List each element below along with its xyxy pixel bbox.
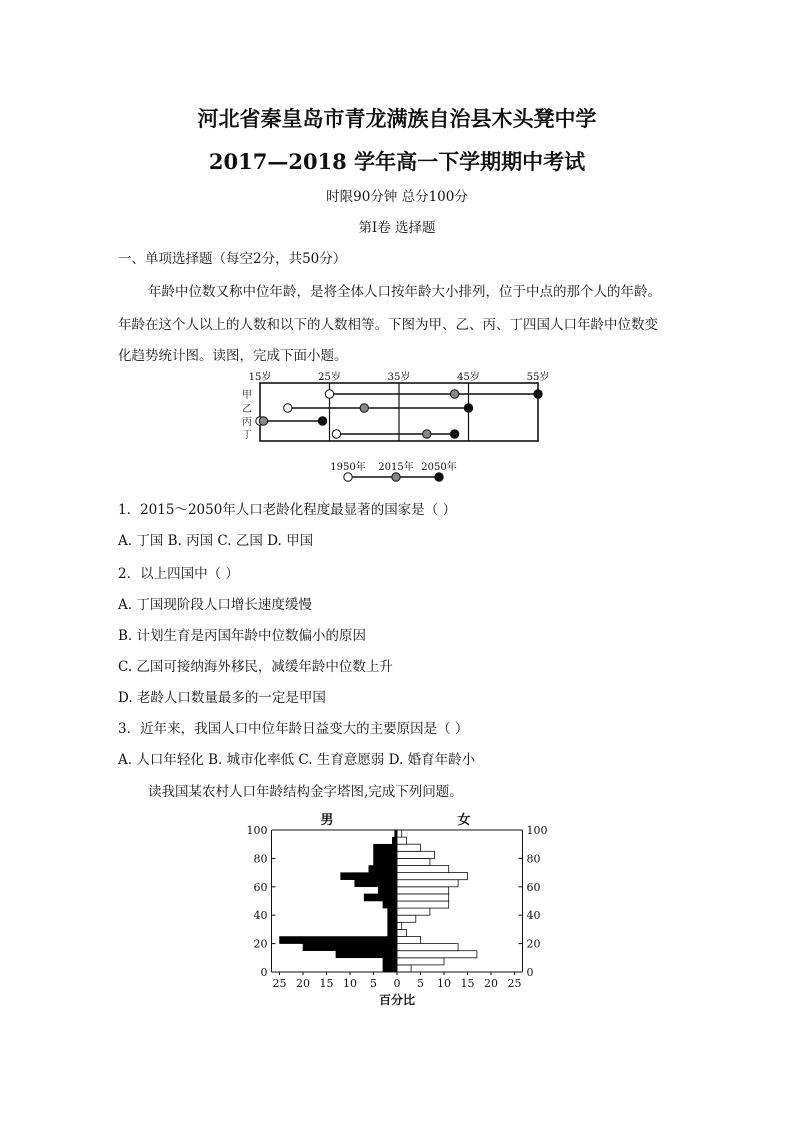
pyramid-x-tick-label: 25 [272, 977, 287, 990]
pyramid-intro: 读我国某农村人口年龄结构金字塔图,完成下列问题。 [148, 784, 463, 800]
pyramid-female-bar [397, 965, 411, 972]
exam-title-line2: 2017—2018 学年高一下学期期中考试 [208, 149, 586, 174]
question-2: 2．以上四国中（ ） [118, 566, 239, 582]
chart1-tick-label: 25岁 [318, 372, 341, 383]
pyramid-female-bar [397, 951, 477, 958]
pyramid-female-bar [397, 830, 402, 837]
chart1-legend-label: 1950年 [330, 462, 366, 473]
pyramid-male-bar [383, 901, 397, 908]
chart1-point [259, 417, 267, 425]
chart1-legend-point [392, 473, 400, 481]
pyramid-x-tick-label: 10 [343, 977, 357, 990]
chart1-legend-point [344, 473, 352, 481]
pyramid-x-tick-label: 5 [370, 977, 377, 990]
question-2-option-b: B. 计划生育是丙国年龄中位数偏小的原因 [118, 628, 367, 644]
pyramid-x-tick-label: 10 [437, 977, 451, 990]
pyramid-y-tick-label: 100 [526, 824, 548, 837]
pyramid-female-bar [397, 844, 421, 851]
pyramid-y-tick-label: 60 [253, 880, 268, 894]
pyramid-x-tick-label: 20 [484, 977, 498, 990]
pyramid-female-bar [397, 958, 444, 965]
section-title: 第Ⅰ卷 选择题 [358, 220, 436, 236]
question-2-option-a: A. 丁国现阶段人口增长速度缓慢 [118, 597, 312, 613]
pyramid-male-bar [388, 922, 397, 929]
pyramid-female-bar [397, 908, 430, 915]
chart1-point [284, 404, 292, 412]
chart1-tick-label: 35岁 [387, 372, 411, 383]
chart1-point [318, 417, 326, 425]
time-info: 时限90分钟 总分100分 [326, 189, 468, 205]
pyramid-male-bar [341, 873, 397, 880]
pyramid-male-bar [280, 937, 398, 944]
pyramid-female-bar [397, 937, 421, 944]
chart1-row-label: 乙 [242, 404, 252, 415]
pyramid-male-bar [374, 844, 398, 851]
chart1-point [332, 430, 340, 438]
chart1-point [450, 430, 458, 438]
chart1-row-label: 丁 [242, 430, 252, 441]
chart1-point [325, 390, 333, 398]
pyramid-female-bar [397, 851, 435, 858]
part-heading: 一、单项选择题（每空2分，共50分） [118, 251, 347, 267]
chart1-row-label: 丙 [242, 417, 252, 428]
pyramid-x-tick-label: 15 [460, 977, 475, 990]
pyramid-female-bar [397, 887, 449, 894]
pyramid-male-bar [336, 951, 397, 958]
population-pyramid-chart [228, 808, 568, 1013]
chart1-point [464, 404, 472, 412]
chart1-point [360, 404, 368, 412]
pyramid-male-bar [374, 858, 398, 865]
intro-line-2: 年龄在这个人以上的人数和以下的人数相等。下图为甲、乙、丙、丁四国人口年龄中位数变 [118, 317, 658, 333]
pyramid-male-bar [388, 929, 397, 936]
chart1-point [534, 390, 542, 398]
pyramid-female-bar [397, 858, 430, 865]
pyramid-y-tick-label: 20 [526, 937, 541, 951]
pyramid-male-bar [355, 880, 397, 887]
pyramid-female-bar [397, 873, 468, 880]
pyramid-y-tick-label: 40 [253, 909, 268, 923]
pyramid-x-tick-label: 25 [507, 977, 522, 990]
intro-line-3: 化趋势统计图。读图，完成下面小题。 [118, 348, 348, 364]
question-1: 1．2015～2050年人口老龄化程度最显著的国家是（ ） [118, 502, 457, 518]
pyramid-x-tick-label: 15 [319, 977, 334, 990]
pyramid-y-tick-label: 40 [526, 909, 541, 923]
pyramid-y-tick-label: 80 [526, 852, 541, 866]
question-3-options: A. 人口年轻化 B. 城市化率低 C. 生育意愿弱 D. 婚育年龄小 [118, 752, 476, 768]
pyramid-male-bar [388, 908, 397, 915]
pyramid-female-bar [397, 880, 458, 887]
pyramid-female-bar [397, 915, 416, 922]
chart1-tick-label: 45岁 [457, 372, 480, 383]
pyramid-male-bar [369, 866, 397, 873]
chart1-legend-label: 2050年 [421, 462, 457, 473]
pyramid-x-axis-label: 百分比 [378, 993, 416, 1007]
pyramid-female-bar [397, 944, 458, 951]
question-1-options: A. 丁国 B. 丙国 C. 乙国 D. 甲国 [118, 533, 314, 549]
pyramid-x-tick-label: 0 [393, 977, 401, 990]
pyramid-male-bar [388, 915, 397, 922]
pyramid-y-tick-label: 20 [253, 937, 268, 951]
pyramid-female-bar [397, 901, 449, 908]
pyramid-x-tick-label: 5 [417, 977, 424, 990]
pyramid-male-bar [303, 944, 397, 951]
pyramid-female-bar [397, 837, 406, 844]
pyramid-male-bar [378, 887, 397, 894]
chart1-legend-label: 2015年 [378, 462, 414, 473]
pyramid-y-tick-label: 80 [253, 852, 268, 866]
question-2-option-d: D. 老龄人口数量最多的一定是甲国 [118, 690, 326, 706]
pyramid-female-bar [397, 922, 402, 929]
pyramid-y-tick-label: 100 [246, 824, 268, 837]
pyramid-female-label: 女 [457, 813, 471, 828]
pyramid-male-bar [383, 965, 397, 972]
question-2-option-c: C. 乙国可接纳海外移民，减缓年龄中位数上升 [118, 659, 393, 675]
exam-title-line1: 河北省秦皇岛市青龙满族自治县木头凳中学 [197, 106, 597, 131]
pyramid-male-bar [392, 837, 397, 844]
pyramid-male-bar [374, 851, 398, 858]
pyramid-male-bar [364, 894, 397, 901]
question-3: 3．近年来，我国人口中位年龄日益变大的主要原因是（ ） [118, 721, 469, 737]
intro-line-1: 年龄中位数又称中位年龄，是将全体人口按年龄大小排列，位于中点的那个人的年龄。 [148, 284, 661, 300]
pyramid-male-label: 男 [320, 813, 334, 828]
chart1-legend-point [435, 473, 443, 481]
pyramid-x-tick-label: 20 [296, 977, 310, 990]
chart1-point [423, 430, 431, 438]
pyramid-y-tick-label: 0 [526, 966, 534, 979]
chart1-point [450, 390, 458, 398]
pyramid-female-bar [397, 929, 406, 936]
chart1-tick-label: 55岁 [526, 372, 550, 383]
chart1-row-label: 甲 [242, 390, 252, 401]
chart1-tick-label: 15岁 [248, 372, 272, 383]
pyramid-y-tick-label: 60 [526, 880, 541, 894]
pyramid-y-tick-label: 0 [260, 966, 268, 979]
pyramid-female-bar [397, 866, 449, 873]
pyramid-male-bar [383, 958, 397, 965]
pyramid-female-bar [397, 894, 449, 901]
median-age-chart [238, 370, 558, 485]
